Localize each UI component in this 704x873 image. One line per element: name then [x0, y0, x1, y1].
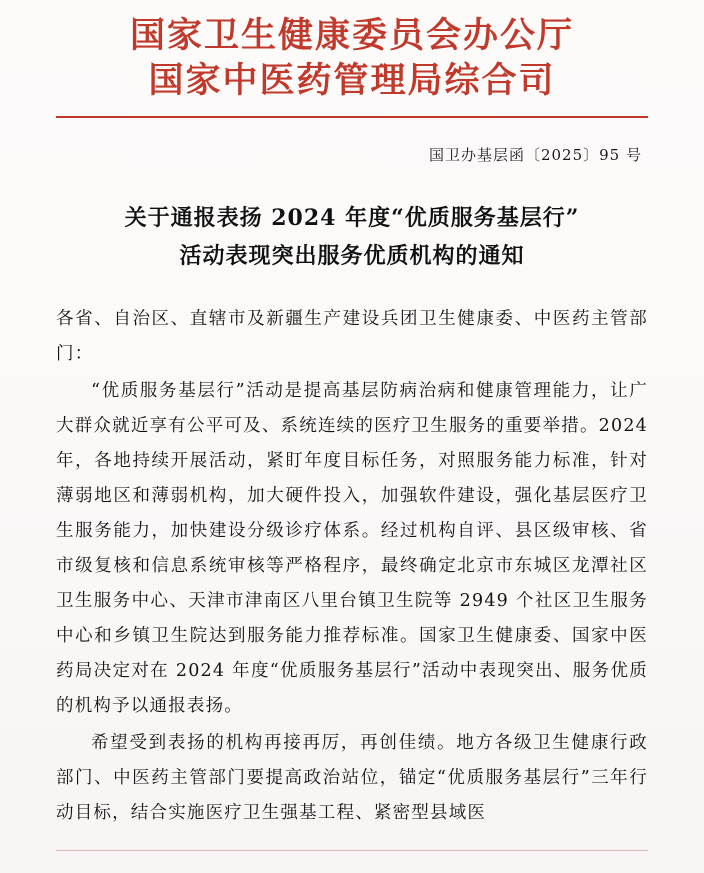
document-body	[56, 302, 648, 833]
body-paragraph-1: “优质服务基层行”活动是提高基层防病治病和健康管理能力，让广大群众就近享有公平可及、系统连续的医疗卫生服务的重要举措。2024 年，各地持续开展活动，紧盯年度目标任务，对照服务能力标准，针对薄弱地区和薄弱机构，加大硬件投入，加强软件建设，强化基层医疗卫生服务能力，加快建设分级诊疗体系。经过机构自评、县区级审核、省市级复核和信息系统审核等严格程序，最终确定北京市东城区龙潭社区卫生服务中心、天津市津南区八里台镇卫生院等 2949 个社区卫生服务中心和乡镇卫生院达到服务能力推荐标准。国家卫生健康委、国家中医药局决定对在 2024 年度“优质服务基层行”活动中表现突出、服务优质的机构予以通报表扬。	[56, 380, 648, 716]
document-number-row	[56, 144, 648, 165]
letterhead	[56, 0, 648, 118]
letterhead-line-1: 国家卫生健康委员会办公厅	[129, 15, 574, 56]
document-title	[56, 199, 648, 276]
page-title-line-1: 关于通报表扬 2024 年度“优质服务基层行”	[124, 204, 580, 231]
page-title-line-2: 活动表现突出服务优质机构的通知	[179, 243, 525, 270]
footer-divider	[56, 850, 648, 851]
letterhead-line-2: 国家中医药管理局综合司	[148, 59, 556, 101]
document-number: 国卫办基层函〔2025〕95 号	[428, 145, 642, 164]
body-paragraph-2: 希望受到表扬的机构再接再厉，再创佳绩。地方各级卫生健康行政部门、中医药主管部门要提高政治站位，锚定“优质服务基层行”三年行动目标，结合实施医疗卫生强基工程、紧密型县域医	[56, 732, 648, 823]
recipient-line: 各省、自治区、直辖市及新疆生产建设兵团卫生健康委、中医药主管部门：	[56, 308, 648, 364]
letterhead-divider	[56, 116, 648, 118]
